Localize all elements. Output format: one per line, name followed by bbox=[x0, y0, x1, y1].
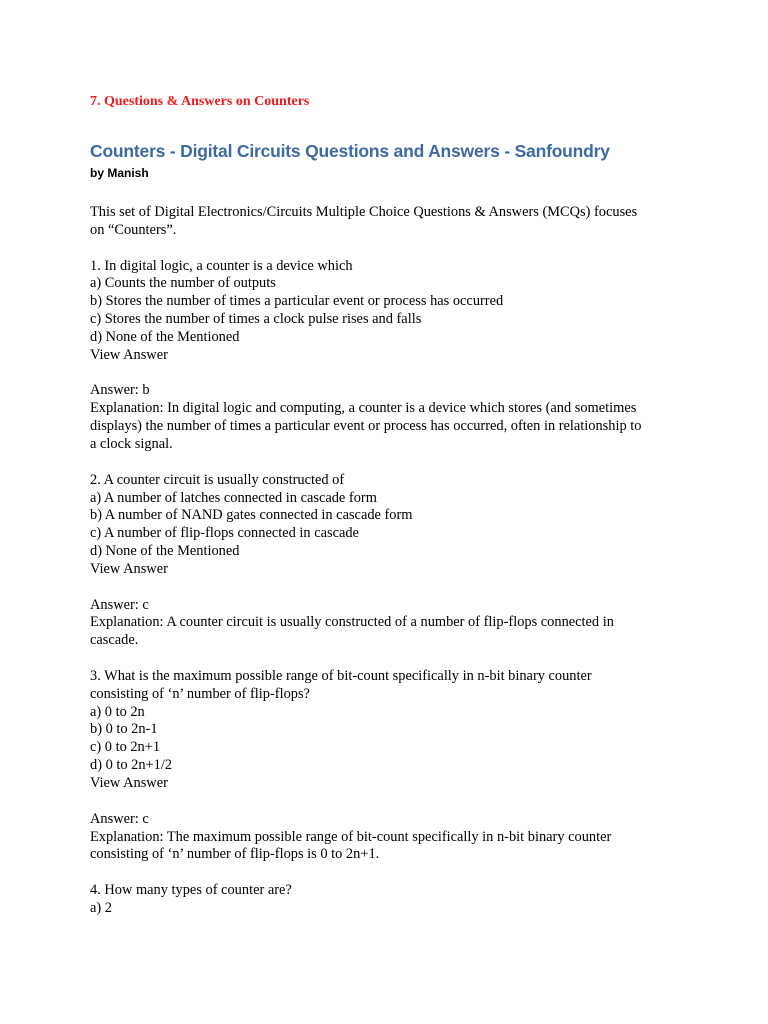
question-block-1 bbox=[90, 258, 680, 365]
explanation-line: a clock signal. bbox=[90, 435, 173, 452]
explanation-line: cascade. bbox=[90, 632, 139, 649]
question-text: 1. In digital logic, a counter is a device which bbox=[90, 257, 353, 274]
answer-block-1 bbox=[90, 382, 680, 453]
option-c: c) 0 to 2n+1 bbox=[90, 739, 161, 756]
question-block-2 bbox=[90, 472, 680, 579]
view-answer-link[interactable]: View Answer bbox=[90, 775, 168, 791]
explanation-line: Explanation: A counter circuit is usually constructed of a number of flip-flops connected in bbox=[90, 614, 614, 631]
option-a: a) 0 to 2n bbox=[90, 703, 145, 720]
option-b: b) 0 to 2n-1 bbox=[90, 721, 158, 738]
answer-text: Answer: c bbox=[90, 596, 149, 613]
explanation-line: consisting of ‘n’ number of flip-flops is 0 to 2n+1. bbox=[90, 846, 380, 863]
view-answer-link[interactable]: View Answer bbox=[90, 346, 168, 363]
author-byline: by Manish bbox=[90, 166, 149, 180]
option-d: d) None of the Mentioned bbox=[90, 543, 240, 560]
explanation-line: displays) the number of times a particular event or process has occurred, often in relationship to bbox=[90, 418, 642, 435]
option-d: d) 0 to 2n+1/2 bbox=[90, 757, 173, 774]
answer-block-3 bbox=[90, 811, 680, 865]
page-title: Counters - Digital Circuits Questions and Answers - Sanfoundry bbox=[90, 141, 610, 161]
question-text: 4. How many types of counter are? bbox=[90, 882, 292, 899]
section-heading: 7. Questions & Answers on Counters bbox=[90, 94, 310, 109]
question-text: 3. What is the maximum possible range of bit-count specifically in n-bit binary counter bbox=[90, 667, 592, 684]
view-answer-link[interactable]: View Answer bbox=[90, 560, 168, 577]
question-block-3 bbox=[90, 668, 680, 793]
option-a: a) Counts the number of outputs bbox=[90, 275, 276, 292]
intro-line: on “Counters”. bbox=[90, 221, 177, 238]
option-a: a) A number of latches connected in cascade form bbox=[90, 489, 377, 506]
answer-text: Answer: b bbox=[90, 382, 150, 399]
option-b: b) A number of NAND gates connected in cascade form bbox=[90, 507, 413, 524]
question-text: consisting of ‘n’ number of flip-flops? bbox=[90, 685, 310, 702]
answer-text: Answer: c bbox=[90, 810, 149, 827]
answer-block-2 bbox=[90, 597, 680, 651]
intro-paragraph bbox=[90, 204, 680, 240]
document-body bbox=[90, 204, 680, 936]
option-c: c) Stores the number of times a clock pulse rises and falls bbox=[90, 311, 422, 328]
intro-line: This set of Digital Electronics/Circuits Multiple Choice Questions & Answers (MCQs) focuses bbox=[90, 204, 638, 220]
option-d: d) None of the Mentioned bbox=[90, 328, 240, 345]
option-b: b) Stores the number of times a particular event or process has occurred bbox=[90, 293, 504, 310]
explanation-line: Explanation: The maximum possible range of bit-count specifically in n-bit binary counter bbox=[90, 828, 612, 845]
question-block-4 bbox=[90, 882, 680, 918]
option-c: c) A number of flip-flops connected in cascade bbox=[90, 525, 359, 542]
explanation-line: Explanation: In digital logic and computing, a counter is a device which stores (and sometimes bbox=[90, 400, 637, 417]
option-a: a) 2 bbox=[90, 899, 112, 916]
question-text: 2. A counter circuit is usually constructed of bbox=[90, 471, 345, 488]
